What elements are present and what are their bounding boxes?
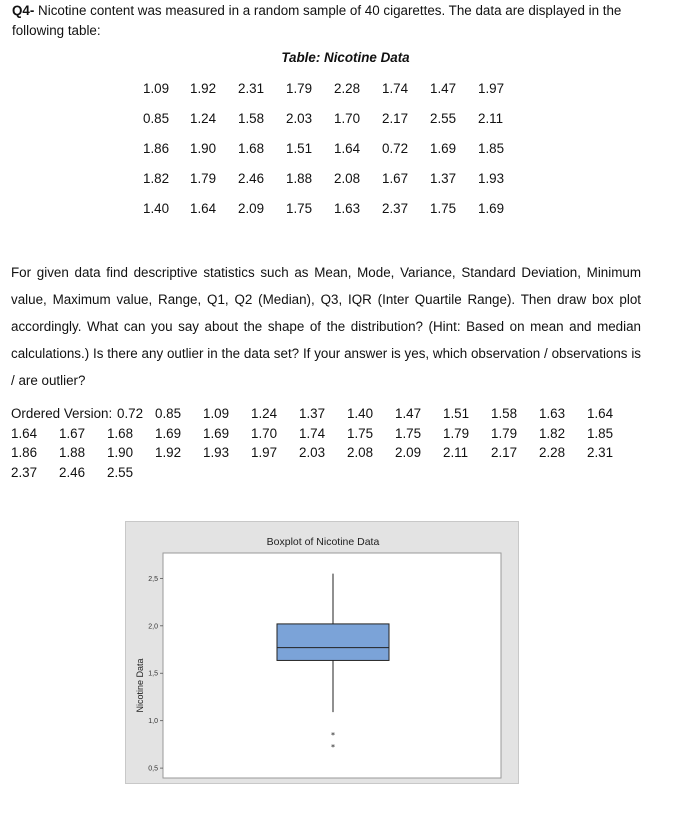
- ordered-value: 0.72: [117, 406, 144, 421]
- table-cell: 1.24: [190, 111, 217, 126]
- table-cell: 1.51: [286, 141, 313, 156]
- ordered-value: 1.90: [107, 445, 134, 460]
- ordered-value: 1.40: [347, 406, 374, 421]
- table-cell: 1.92: [190, 81, 217, 96]
- question-body: Nicotine content was measured in a random sample of 40 cigarettes. The data are displayed in the following table:: [12, 3, 622, 38]
- table-cell: 2.31: [238, 81, 265, 96]
- table-cell: 1.88: [286, 171, 313, 186]
- table-cell: 2.03: [286, 111, 313, 126]
- table-cell: 2.37: [382, 201, 409, 216]
- table-cell: 1.37: [430, 171, 457, 186]
- outlier-marker: *: [331, 730, 335, 740]
- table-cell: 1.82: [143, 171, 170, 186]
- ordered-value: 2.37: [11, 465, 38, 480]
- table-cell: 1.74: [382, 81, 409, 96]
- table-cell: 1.79: [286, 81, 313, 96]
- y-axis-label: Nicotine Data: [135, 658, 145, 713]
- table-cell: 2.17: [382, 111, 409, 126]
- table-cell: 2.09: [238, 201, 265, 216]
- table-cell: 2.11: [478, 111, 504, 126]
- table-cell: 0.72: [382, 141, 409, 156]
- table-cell: 1.67: [382, 171, 409, 186]
- table-cell: 1.85: [478, 141, 505, 156]
- ordered-value: 1.93: [203, 445, 230, 460]
- ordered-value: 1.88: [59, 445, 86, 460]
- ordered-value: 1.97: [251, 445, 278, 460]
- table-cell: 1.70: [334, 111, 361, 126]
- ordered-value: 2.11: [443, 445, 469, 460]
- ordered-value: 1.92: [155, 445, 182, 460]
- boxplot-svg: [126, 522, 520, 785]
- ordered-value: 2.03: [299, 445, 326, 460]
- ordered-value: 0.85: [155, 406, 182, 421]
- ordered-value: 1.09: [203, 406, 230, 421]
- ordered-value: 1.63: [539, 406, 566, 421]
- table-cell: 1.69: [430, 141, 457, 156]
- table-cell: 2.28: [334, 81, 361, 96]
- table-cell: 1.90: [190, 141, 217, 156]
- table-title: Table: Nicotine Data: [281, 50, 410, 65]
- table-cell: 2.55: [430, 111, 457, 126]
- table-cell: 1.63: [334, 201, 361, 216]
- ordered-value: 1.70: [251, 426, 278, 441]
- ordered-value: 1.67: [59, 426, 86, 441]
- table-cell: 1.69: [478, 201, 505, 216]
- ordered-value: 1.51: [443, 406, 470, 421]
- table-cell: 0.85: [143, 111, 170, 126]
- table-cell: 1.75: [286, 201, 313, 216]
- instructions-paragraph: For given data find descriptive statistics such as Mean, Mode, Variance, Standard Deviation, Minimum value, Maximum value, Range, Q1, Q2 (Median), Q3, IQR (Inter Quartile Range). Then draw box plot accordingly. What can you say about the shape of the distribution? (Hint: Based on mean and median calculations.) Is there any outlier in the data set? If your answer is yes, which observation / observations is / are outlier?: [11, 265, 641, 388]
- table-cell: 1.68: [238, 141, 265, 156]
- outlier-marker: *: [331, 743, 335, 753]
- ordered-value: 1.68: [107, 426, 134, 441]
- ordered-label: Ordered Version:: [11, 406, 113, 421]
- table-cell: 1.79: [190, 171, 217, 186]
- ordered-value: 1.75: [395, 426, 422, 441]
- table-cell: 1.09: [143, 81, 170, 96]
- ordered-value: 2.31: [587, 445, 614, 460]
- ordered-value: 1.58: [491, 406, 518, 421]
- ordered-value: 1.47: [395, 406, 422, 421]
- table-cell: 1.75: [430, 201, 457, 216]
- ordered-value: 1.75: [347, 426, 374, 441]
- y-tick-label: 1,5: [148, 670, 158, 678]
- y-tick-label: 0,5: [148, 765, 158, 773]
- boxplot-chart: [125, 521, 519, 784]
- ordered-value: 2.28: [539, 445, 566, 460]
- table-cell: 1.64: [190, 201, 217, 216]
- ordered-value: 1.79: [443, 426, 470, 441]
- table-cell: 2.46: [238, 171, 265, 186]
- ordered-value: 2.17: [491, 445, 518, 460]
- table-cell: 1.97: [478, 81, 505, 96]
- ordered-value: 1.64: [11, 426, 38, 441]
- ordered-value: 1.74: [299, 426, 326, 441]
- ordered-value: 1.69: [203, 426, 230, 441]
- table-cell: 1.40: [143, 201, 170, 216]
- ordered-value: 1.37: [299, 406, 326, 421]
- table-cell: 1.86: [143, 141, 170, 156]
- ordered-value: 1.79: [491, 426, 518, 441]
- y-tick-label: 1,0: [148, 718, 158, 726]
- table-cell: 1.47: [430, 81, 457, 96]
- table-cell: 1.93: [478, 171, 505, 186]
- ordered-value: 1.69: [155, 426, 182, 441]
- ordered-value: 2.09: [395, 445, 422, 460]
- ordered-value: 1.82: [539, 426, 566, 441]
- ordered-value: 1.24: [251, 406, 278, 421]
- ordered-value: 1.85: [587, 426, 614, 441]
- ordered-value: 1.64: [587, 406, 614, 421]
- ordered-value: 1.86: [11, 445, 38, 460]
- box-iqr: [277, 624, 389, 661]
- y-tick-label: 2,5: [148, 575, 158, 583]
- y-tick-label: 2,0: [148, 623, 158, 631]
- ordered-value: 2.55: [107, 465, 134, 480]
- chart-title: Boxplot of Nicotine Data: [266, 536, 380, 548]
- question-text: [12, 1, 672, 41]
- ordered-value: 2.08: [347, 445, 374, 460]
- ordered-value: 2.46: [59, 465, 86, 480]
- question-number: Q4-: [12, 3, 35, 18]
- table-cell: 1.64: [334, 141, 361, 156]
- table-cell: 1.58: [238, 111, 265, 126]
- table-cell: 2.08: [334, 171, 361, 186]
